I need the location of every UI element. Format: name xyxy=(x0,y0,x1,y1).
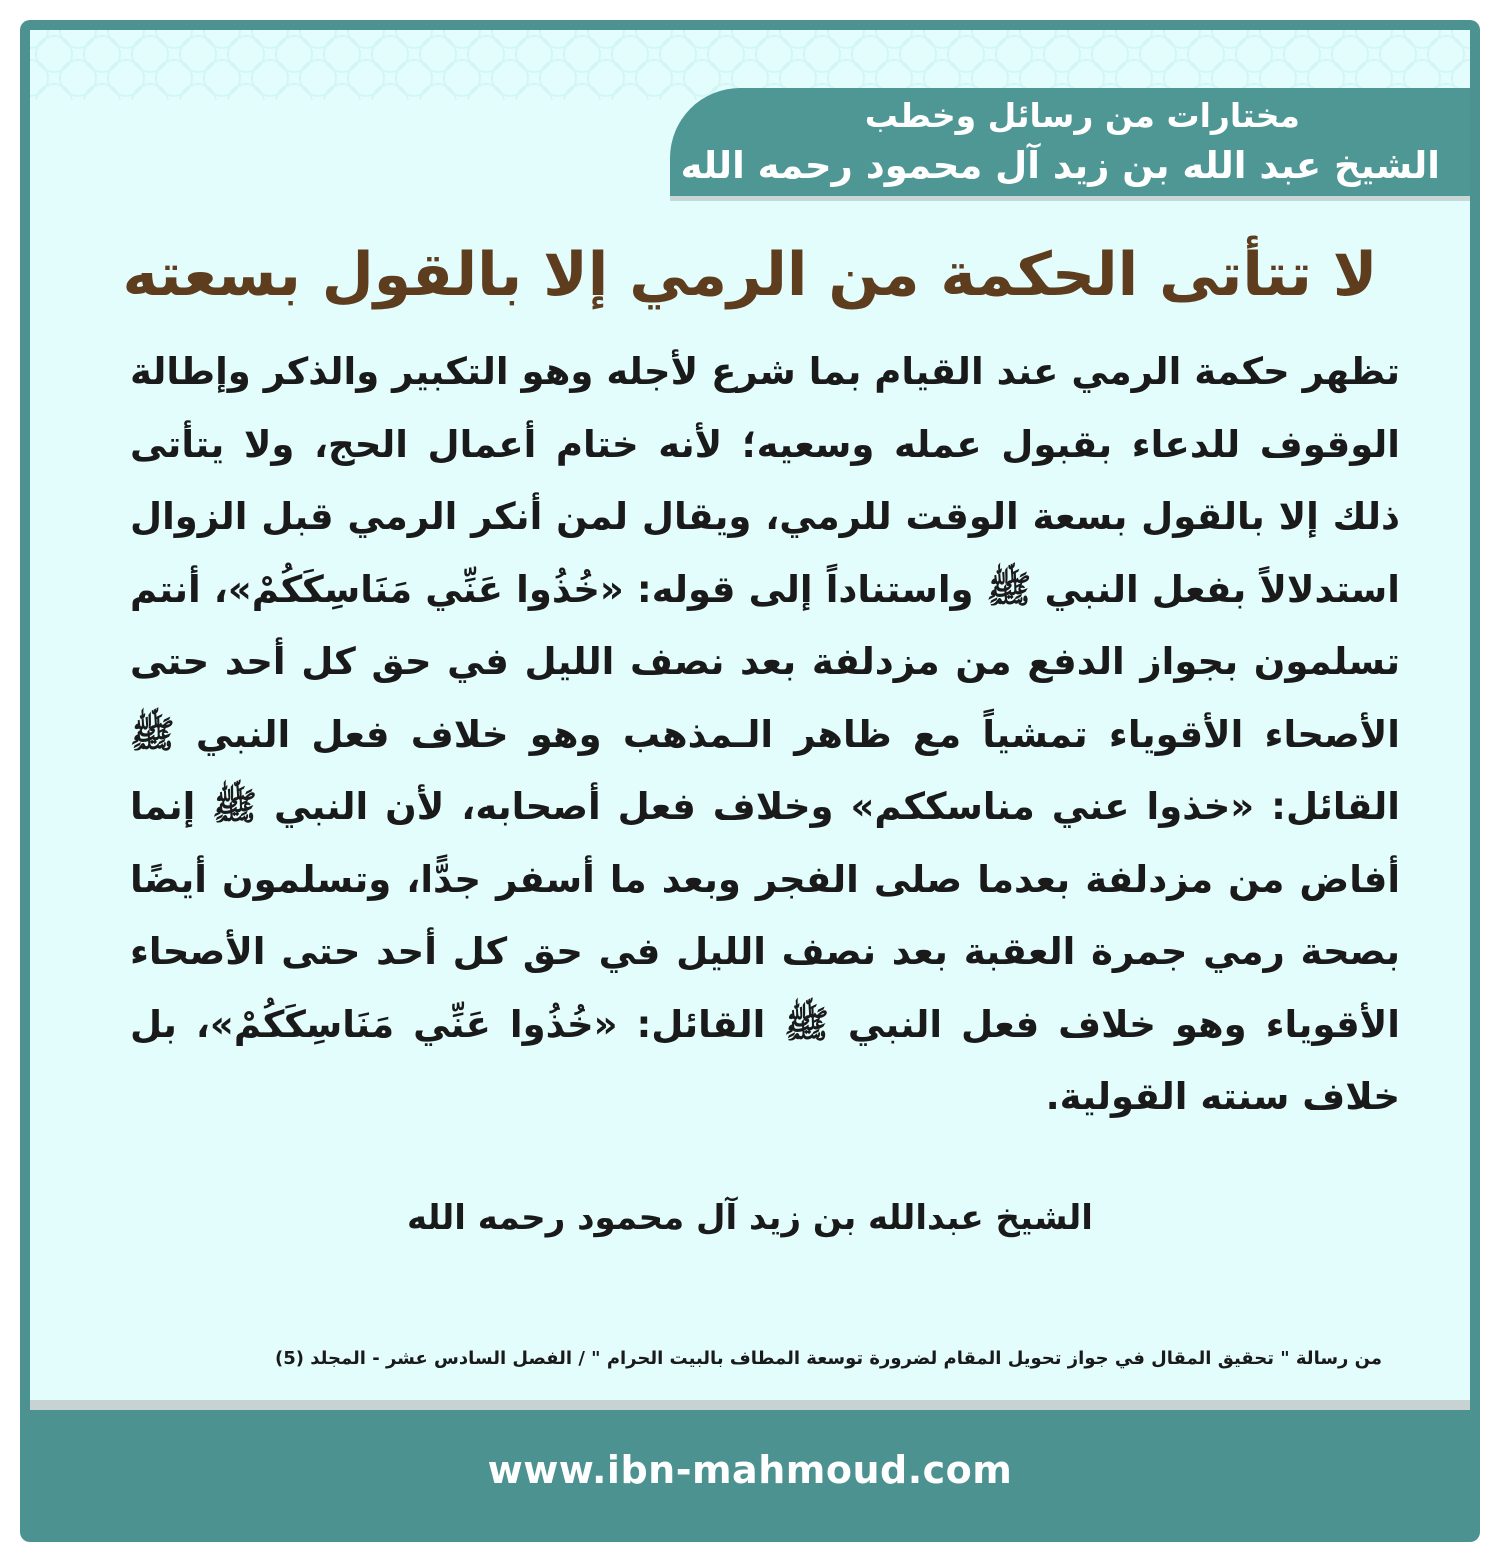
article-body: تظهر حكمة الرمي عند القيام بما شرع لأجله وهو التكبير والذكر وإطالة الوقوف للدعاء بقبول عمله وسعيه؛ لأنه ختام أعمال الحج، ولا يتأتى ذلك إلا بالقول بسعة الوقت للرمي، ويقال لمن أنكر الرمي قبل الزوال استدلالاً بفعل النبي ﷺ واستناداً إلى قوله: «خُذُوا عَنِّي مَنَاسِكَكُمْ»، أنتم تسلمون بجواز الدفع من مزدلفة بعد نصف الليل في حق كل أحد حتى الأصحاء الأقوياء تمشياً مع ظاهر الـمذهب وهو خلاف فعل النبي ﷺ القائل: «خذوا عني مناسككم» وخلاف فعل أصحابه، لأن النبي ﷺ إنما أفاض من مزدلفة بعدما صلى الفجر وبعد ما أسفر جدًّا، وتسلمون أيضًا بصحة رمي جمرة العقبة بعد نصف الليل في حق كل أحد حتى الأصحاء الأقوياء وهو خلاف فعل النبي ﷺ القائل: «خُذُوا عَنِّي مَنَاسِكَكُمْ»، بل خلاف سنته القولية. xyxy=(130,350,1400,1118)
article-title: لا تتأتى الحكمة من الرمي إلا بالقول بسعته xyxy=(122,240,1378,310)
header-author: الشيخ عبد الله بن زيد آل محمود رحمه الله xyxy=(680,144,1440,187)
website-link[interactable]: www.ibn-mahmoud.com xyxy=(487,1448,1013,1492)
footer-divider xyxy=(30,1400,1470,1410)
content-panel xyxy=(30,30,1470,1410)
card-frame xyxy=(20,20,1480,1542)
header-subtitle: مختارات من رسائل وخطب xyxy=(864,96,1300,135)
source-citation: من رسالة " تحقيق المقال في جواز تحويل المقام لضرورة توسعة المطاف بالبيت الحرام " / الفصل السادس عشر - المجلد (5) xyxy=(274,1348,1382,1369)
author-signature: الشيخ عبدالله بن زيد آل محمود رحمه الله xyxy=(407,1198,1093,1238)
